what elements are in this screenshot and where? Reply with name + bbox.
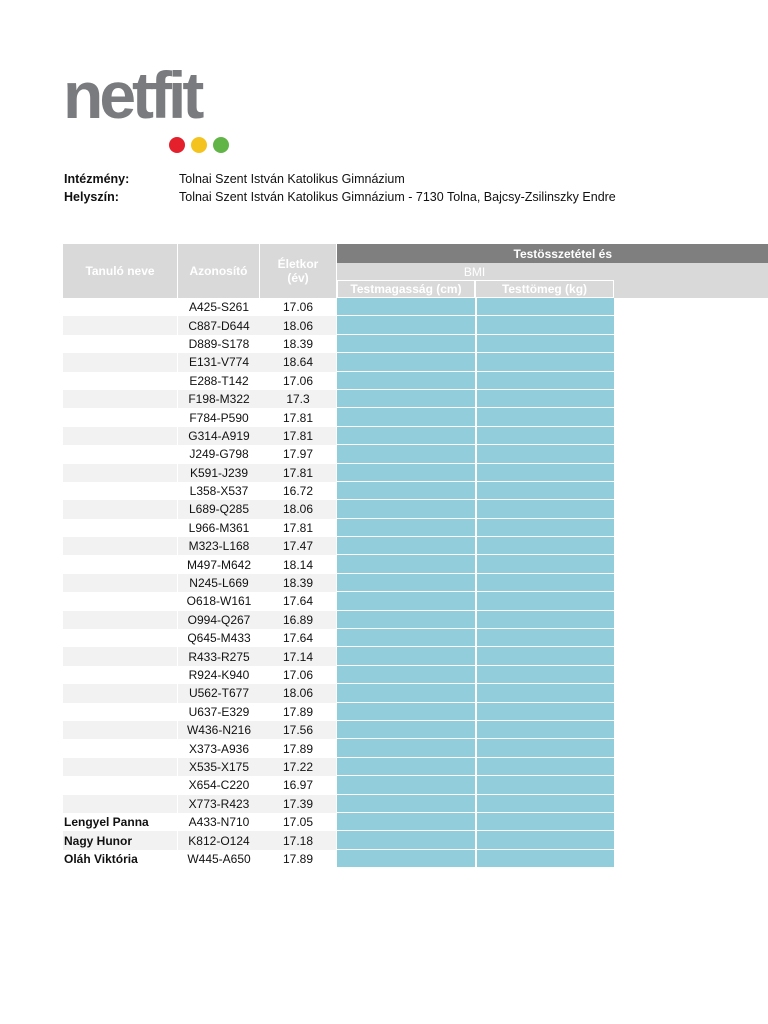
institution-label: Intézmény: [64, 172, 130, 186]
location-label: Helyszín: [64, 190, 119, 204]
identifier-cell: U562-T677 [178, 684, 260, 702]
weight-input-cell[interactable] [476, 372, 614, 390]
weight-input-cell[interactable] [476, 703, 614, 721]
weight-input-cell[interactable] [476, 721, 614, 739]
header-filler [614, 280, 768, 298]
weight-input-cell[interactable] [476, 666, 614, 684]
weight-input-cell[interactable] [476, 795, 614, 813]
identifier-cell: L689-Q285 [178, 500, 260, 518]
table-row [63, 776, 614, 794]
weight-input-cell[interactable] [476, 464, 614, 482]
table-row [63, 666, 614, 684]
identifier-cell: W436-N216 [178, 721, 260, 739]
age-cell: 17.05 [282, 815, 314, 830]
weight-input-cell[interactable] [476, 831, 614, 849]
age-cell: 17.06 [282, 373, 314, 388]
age-cell: 17.81 [260, 427, 336, 445]
student-name-cell [63, 647, 177, 665]
student-name-cell [63, 555, 177, 573]
table-row [63, 335, 614, 353]
height-input-cell[interactable] [337, 335, 475, 353]
age-cell: 17.89 [282, 704, 314, 719]
student-name-cell [63, 482, 177, 500]
identifier-cell: M497-M642 [186, 557, 252, 572]
table-row [63, 353, 614, 371]
table-row [63, 721, 614, 739]
height-input-cell[interactable] [337, 721, 475, 739]
age-cell: 18.14 [282, 557, 314, 572]
age-cell: 17.64 [282, 594, 314, 609]
table-row [63, 482, 614, 500]
table-row [63, 372, 614, 390]
student-name-cell [63, 353, 177, 371]
student-name-cell [63, 684, 177, 702]
location-value: Tolnai Szent István Katolikus Gimnázium - 7130 Tolna, Bajcsy-Zsilinszky Endre [179, 190, 616, 204]
age-cell: 17.89 [282, 851, 314, 866]
height-input-cell[interactable] [337, 666, 475, 684]
identifier-cell: F198-M322 [178, 390, 260, 408]
age-cell: 18.39 [260, 574, 336, 592]
age-cell: 16.97 [282, 778, 314, 793]
age-cell: 17.18 [260, 831, 336, 849]
student-name-cell [63, 629, 177, 647]
weight-input-cell[interactable] [476, 500, 614, 518]
weight-input-cell[interactable] [476, 684, 614, 702]
table-row [63, 739, 614, 757]
table-row [63, 390, 614, 408]
height-input-cell[interactable] [337, 795, 475, 813]
identifier-cell: M323-L168 [178, 537, 260, 555]
student-name-cell [63, 592, 177, 610]
table-row [63, 831, 614, 849]
weight-input-cell[interactable] [476, 592, 614, 610]
table-row [63, 316, 614, 334]
weight-input-cell[interactable] [476, 482, 614, 500]
student-name-cell [63, 574, 177, 592]
student-name-cell [63, 721, 177, 739]
weight-input-cell[interactable] [476, 647, 614, 665]
table-row [63, 427, 614, 445]
table-row [63, 758, 614, 776]
weight-input-cell[interactable] [476, 850, 614, 868]
weight-input-cell[interactable] [476, 758, 614, 776]
height-input-cell[interactable] [337, 831, 475, 849]
table-row [63, 592, 614, 610]
height-input-cell[interactable] [337, 316, 475, 334]
weight-input-cell[interactable] [476, 629, 614, 647]
height-input-cell[interactable] [337, 574, 475, 592]
age-cell: 18.39 [282, 336, 314, 351]
table-row [63, 703, 614, 721]
height-input-cell[interactable] [337, 372, 475, 390]
age-cell: 17.22 [260, 758, 336, 776]
header-height: Testmagasság (cm) [337, 280, 475, 298]
weight-input-cell[interactable] [476, 555, 614, 573]
student-name-cell [63, 408, 177, 426]
yellow-dot-icon [191, 137, 207, 153]
weight-input-cell[interactable] [476, 316, 614, 334]
identifier-cell: L966-M361 [188, 520, 250, 535]
identifier-cell: Q645-M433 [187, 631, 251, 646]
header-identifier: Azonosító [178, 244, 259, 298]
age-cell: 17.56 [260, 721, 336, 739]
height-input-cell[interactable] [337, 464, 475, 482]
identifier-cell: D889-S178 [188, 336, 250, 351]
weight-input-cell[interactable] [476, 519, 614, 537]
table-row [63, 795, 614, 813]
weight-input-cell[interactable] [476, 335, 614, 353]
age-cell: 17.81 [260, 464, 336, 482]
identifier-cell: K591-J239 [178, 464, 260, 482]
weight-input-cell[interactable] [476, 776, 614, 794]
student-table-body [63, 298, 614, 868]
height-input-cell[interactable] [337, 592, 475, 610]
table-row [63, 684, 614, 702]
header-group-subtitle: BMI [337, 263, 768, 280]
identifier-cell: X654-C220 [188, 778, 250, 793]
green-dot-icon [213, 137, 229, 153]
height-input-cell[interactable] [337, 684, 475, 702]
identifier-cell: F784-P590 [189, 410, 249, 425]
student-name-cell [63, 537, 177, 555]
identifier-cell: X535-X175 [178, 758, 260, 776]
student-name-cell [63, 776, 177, 794]
weight-input-cell[interactable] [476, 574, 614, 592]
institution-value: Tolnai Szent István Katolikus Gimnázium [179, 172, 405, 186]
identifier-cell: R924-K940 [188, 668, 250, 682]
table-row [63, 574, 614, 592]
table-row [63, 537, 614, 555]
age-cell: 17.06 [282, 300, 314, 315]
age-cell: 17.14 [260, 647, 336, 665]
weight-input-cell[interactable] [476, 445, 614, 463]
height-input-cell[interactable] [337, 555, 475, 573]
age-cell: 18.64 [260, 353, 336, 371]
student-name-cell [63, 390, 177, 408]
identifier-cell: X373-A936 [188, 741, 250, 756]
age-cell: 17.3 [260, 390, 336, 408]
student-name-cell [63, 445, 177, 463]
age-cell: 16.89 [260, 611, 336, 629]
height-input-cell[interactable] [337, 647, 475, 665]
age-cell: 17.81 [282, 410, 314, 425]
header-weight: Testtömeg (kg) [475, 280, 614, 298]
height-input-cell[interactable] [337, 482, 475, 500]
student-name-cell [63, 427, 177, 445]
identifier-cell: A425-S261 [188, 300, 250, 315]
header-student-name: Tanuló neve [63, 244, 177, 298]
height-input-cell[interactable] [337, 758, 475, 776]
height-input-cell[interactable] [337, 500, 475, 518]
identifier-cell: U637-E329 [188, 704, 250, 719]
header-group-title: Testösszetétel és [337, 244, 768, 263]
identifier-cell: O994-Q267 [178, 611, 260, 629]
height-input-cell[interactable] [337, 353, 475, 371]
height-input-cell[interactable] [337, 739, 475, 757]
height-input-cell[interactable] [337, 776, 475, 794]
netfit-logo [63, 58, 233, 158]
student-name-cell [63, 703, 177, 721]
identifier-cell: W445-A650 [187, 851, 251, 866]
student-name-cell [63, 372, 177, 390]
student-name-cell [63, 316, 177, 334]
height-input-cell[interactable] [337, 850, 475, 868]
height-input-cell[interactable] [337, 390, 475, 408]
age-cell: 17.64 [282, 631, 314, 646]
age-cell: 18.06 [260, 316, 336, 334]
identifier-cell: R433-R275 [178, 647, 260, 665]
student-name-cell [63, 298, 177, 316]
height-input-cell[interactable] [337, 519, 475, 537]
weight-input-cell[interactable] [476, 408, 614, 426]
age-cell: 18.06 [260, 500, 336, 518]
student-name-cell: Oláh Viktória [64, 851, 138, 866]
height-input-cell[interactable] [337, 445, 475, 463]
height-input-cell[interactable] [337, 611, 475, 629]
identifier-cell: N245-L669 [178, 574, 260, 592]
student-name-cell [63, 795, 177, 813]
height-input-cell[interactable] [337, 813, 475, 831]
identifier-cell: K812-O124 [178, 831, 260, 849]
table-row [63, 555, 614, 573]
table-row [63, 519, 614, 537]
student-name-cell [63, 758, 177, 776]
weight-input-cell[interactable] [476, 537, 614, 555]
red-dot-icon [169, 137, 185, 153]
table-row [63, 445, 614, 463]
weight-input-cell[interactable] [476, 813, 614, 831]
identifier-cell: G314-A919 [178, 427, 260, 445]
age-cell: 17.47 [260, 537, 336, 555]
age-cell: 16.72 [282, 484, 314, 499]
table-row [63, 500, 614, 518]
student-name-cell: Nagy Hunor [63, 831, 177, 849]
weight-input-cell[interactable] [476, 390, 614, 408]
identifier-cell: L358-X537 [189, 484, 249, 499]
logo-text: netfit [63, 58, 201, 132]
table-row [63, 408, 614, 426]
height-input-cell[interactable] [337, 427, 475, 445]
age-cell: 17.89 [282, 741, 314, 756]
student-name-cell [63, 500, 177, 518]
identifier-cell: O618-W161 [186, 594, 252, 609]
student-name-cell [63, 464, 177, 482]
weight-input-cell[interactable] [476, 611, 614, 629]
table-row [63, 298, 614, 316]
height-input-cell[interactable] [337, 537, 475, 555]
age-cell: 17.81 [282, 520, 314, 535]
age-cell: 17.97 [282, 447, 314, 462]
student-name-cell: Lengyel Panna [64, 815, 149, 830]
identifier-cell: A433-N710 [188, 815, 250, 830]
age-cell: 17.39 [260, 795, 336, 813]
age-cell: 17.06 [282, 668, 314, 682]
table-row [63, 464, 614, 482]
student-name-cell [63, 739, 177, 757]
student-name-cell [63, 611, 177, 629]
identifier-cell: E288-T142 [189, 373, 249, 388]
identifier-cell: C887-D644 [178, 316, 260, 334]
table-row [63, 611, 614, 629]
table-row [63, 813, 614, 831]
weight-input-cell[interactable] [476, 298, 614, 316]
student-name-cell [63, 335, 177, 353]
weight-input-cell[interactable] [476, 427, 614, 445]
table-row [63, 629, 614, 647]
identifier-cell: J249-G798 [189, 447, 249, 462]
weight-input-cell[interactable] [476, 739, 614, 757]
student-name-cell [63, 666, 177, 684]
table-row [63, 850, 614, 868]
identifier-cell: X773-R423 [178, 795, 260, 813]
height-input-cell[interactable] [337, 408, 475, 426]
student-name-cell [63, 519, 177, 537]
height-input-cell[interactable] [337, 629, 475, 647]
table-row [63, 647, 614, 665]
height-input-cell[interactable] [337, 298, 475, 316]
weight-input-cell[interactable] [476, 353, 614, 371]
height-input-cell[interactable] [337, 703, 475, 721]
identifier-cell: E131-V774 [178, 353, 260, 371]
age-cell: 18.06 [260, 684, 336, 702]
header-age: Életkor (év) [260, 244, 336, 298]
